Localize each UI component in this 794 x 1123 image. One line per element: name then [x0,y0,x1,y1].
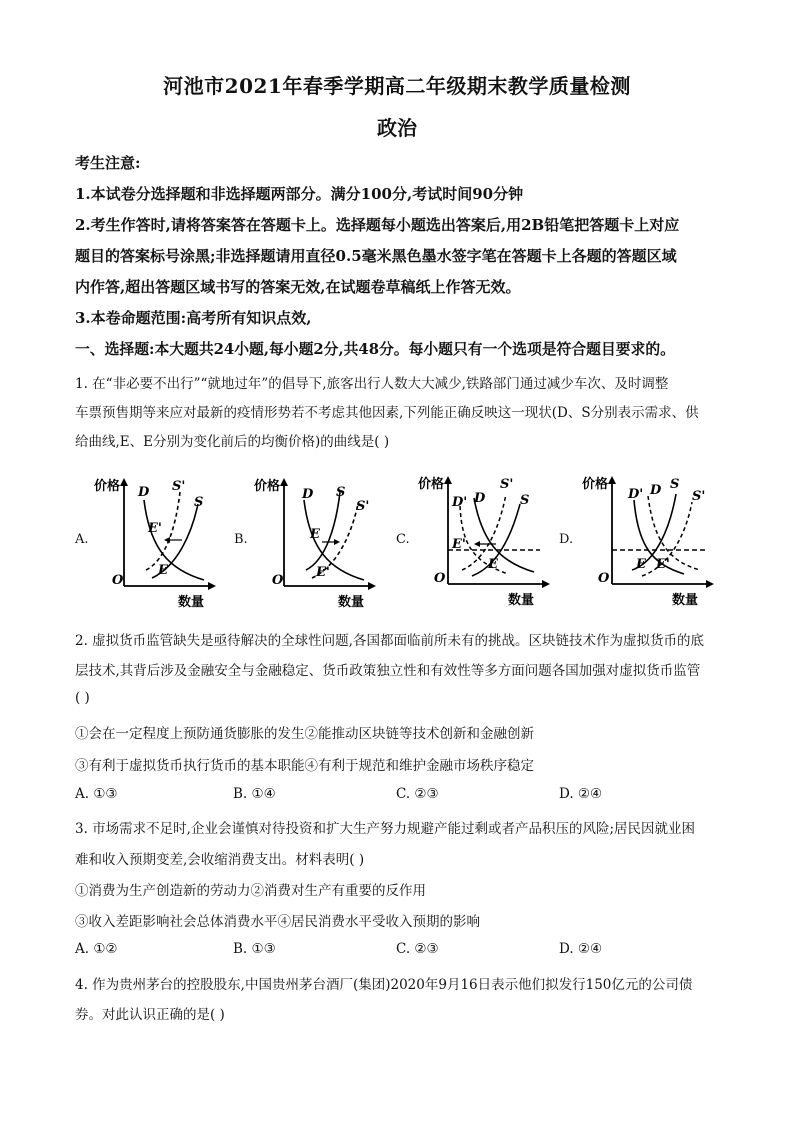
q4-line-1: 4. 作为贵州茅台的控股股东,中国贵州茅台酒厂(集团)2020年9月16日表示他们拟发行150亿元的公司债 [75,977,693,993]
q2-option-d[interactable]: D. ②④ [559,786,603,802]
graph-a-curve-3: S [194,495,204,510]
q1-line-3: 给曲线,E、E分别为变化前后的均衡价格)的曲线是( ) [75,434,390,450]
q3-statements-2: ③收入差距影响社会总体消费水平④居民消费水平受收入预期的影响 [75,914,480,930]
graph-b-label: B. [234,532,248,547]
q2-statements-2: ③有利于虚拟货币执行货币的基本职能④有利于规范和维护金融市场秩序稳定 [75,758,534,774]
graph-a-y-label: 价格 [94,479,121,494]
graph-c [412,462,562,612]
q2-line-3: ( ) [75,690,90,706]
q3-option-d[interactable]: D. ②④ [559,941,603,957]
page-title: 河池市2021年春季学期高二年级期末教学质量检测 [163,74,631,98]
notice-item-2-line-1: 2.考生作答时,请将答案答在答题卡上。选择题每小题选出答案后,用2B铅笔把答题卡上对应 [75,216,680,234]
section-heading: 一、选择题:本大题共24小题,每小题2分,共48分。每小题只有一个选项是符合题目要求的。 [75,341,675,358]
graph-d-x-label: 数量 [672,593,699,608]
q2-option-c[interactable]: C. ②③ [396,786,439,802]
graph-a [92,470,222,610]
q1-line-1: 1. 在“非必要不出行”“就地过年”的倡导下,旅客出行人数大大减少,铁路部门通过减少车次、及时调整 [75,376,669,392]
q2-option-a[interactable]: A. ①③ [75,786,118,802]
subject-title: 政治 [377,116,417,140]
q2-line-2: 层技术,其背后涉及金融安全与金融稳定、货币政策独立性和有效性等多方面问题各国加强对虚拟货币监管 [75,663,701,679]
graph-d-label: D. [559,532,574,547]
graph-a-x-label: 数量 [178,595,205,610]
graph-a-point-2: E [158,563,168,578]
q2-line-1: 2. 虚拟货币监管缺失是亟待解决的全球性问题,各国都面临前所未有的挑战。区块链技术作为虚拟货币的底 [75,633,704,649]
graph-c-label: C. [396,532,410,547]
graph-b-origin: O [272,573,284,588]
graph-b-y-label: 价格 [254,479,281,494]
graph-b-point-1: E [310,527,320,542]
q4-line-2: 券。对此认识正确的是( ) [75,1007,225,1023]
graph-b-point-2: E' [316,565,330,580]
q2-option-b[interactable]: B. ①④ [233,786,276,802]
q3-line-2: 难和收入预期变差,会收缩消费支出。材料表明( ) [75,852,365,868]
q3-option-a[interactable]: A. ①② [75,941,118,957]
graph-a-curve-2: S' [172,479,186,494]
graph-b-curve-2: S [336,485,346,500]
graph-a-label: A. [75,532,89,547]
graph-c-curve-4: S [520,493,530,508]
graph-a-curve-1: D [138,485,150,500]
graph-c-point-1: E' [452,537,466,552]
graph-b-x-label: 数量 [338,595,365,610]
graph-d-curve-2: D [650,483,662,498]
graph-d-curve-3: S [670,477,680,492]
q2-statements-1: ①会在一定程度上预防通货膨胀的发生②能推动区块链等技术创新和金融创新 [75,726,534,742]
q3-line-1: 3. 市场需求不足时,企业会谨慎对待投资和扩大生产努力规避产能过剩或者产品积压的风险;居民因就业困 [75,821,696,837]
q3-option-c[interactable]: C. ②③ [396,941,439,957]
graph-b-curve-3: S' [356,499,370,514]
graph-b [252,470,382,610]
notice-item-1: 1.本试卷分选择题和非选择题两部分。满分100分,考试时间90分钟 [75,185,524,203]
notice-item-2-line-3: 内作答,超出答题区域书写的答案无效,在试题卷草稿纸上作答无效。 [75,278,521,296]
q3-statements-1: ①消费为生产创造新的劳动力②消费对生产有重要的反作用 [75,883,426,899]
graph-c-y-label: 价格 [418,477,445,492]
graph-c-demand-new [460,506,508,574]
graph-c-demand-old [474,498,534,572]
notice-item-3: 3.本卷命题范围:高考所有知识点效, [75,309,312,327]
graph-b-curve-1: D [302,487,314,502]
notice-heading: 考生注意: [75,154,141,172]
graph-d-y-label: 价格 [582,477,609,492]
graph-a-point-1: E' [148,521,162,536]
q3-option-b[interactable]: B. ①③ [233,941,276,957]
graph-c-curve-3: S' [500,477,514,492]
graph-d [576,462,726,612]
graph-a-origin: O [112,573,124,588]
notice-item-2-line-2: 题目的答案标号涂黑;非选择题请用直径0.5毫米黑色墨水签字笔在答题卡上各题的答题区域 [75,247,677,265]
graph-c-curve-1: D' [452,495,468,510]
graph-c-point-2: E [488,557,498,572]
graph-d-origin: O [598,571,610,586]
q1-line-2: 车票预售期等来应对最新的疫情形势若不考虑其他因素,下列能正确反映这一现状(D、S分别表示需求、供 [75,405,699,421]
graph-d-point-1: E [636,557,646,572]
graph-c-curve-2: D [474,491,486,506]
graph-d-curve-4: S' [692,489,706,504]
graph-d-curve-1: D' [628,487,644,502]
graph-c-origin: O [434,571,446,586]
graph-c-x-label: 数量 [508,593,535,608]
graph-d-point-2: E' [656,557,670,572]
